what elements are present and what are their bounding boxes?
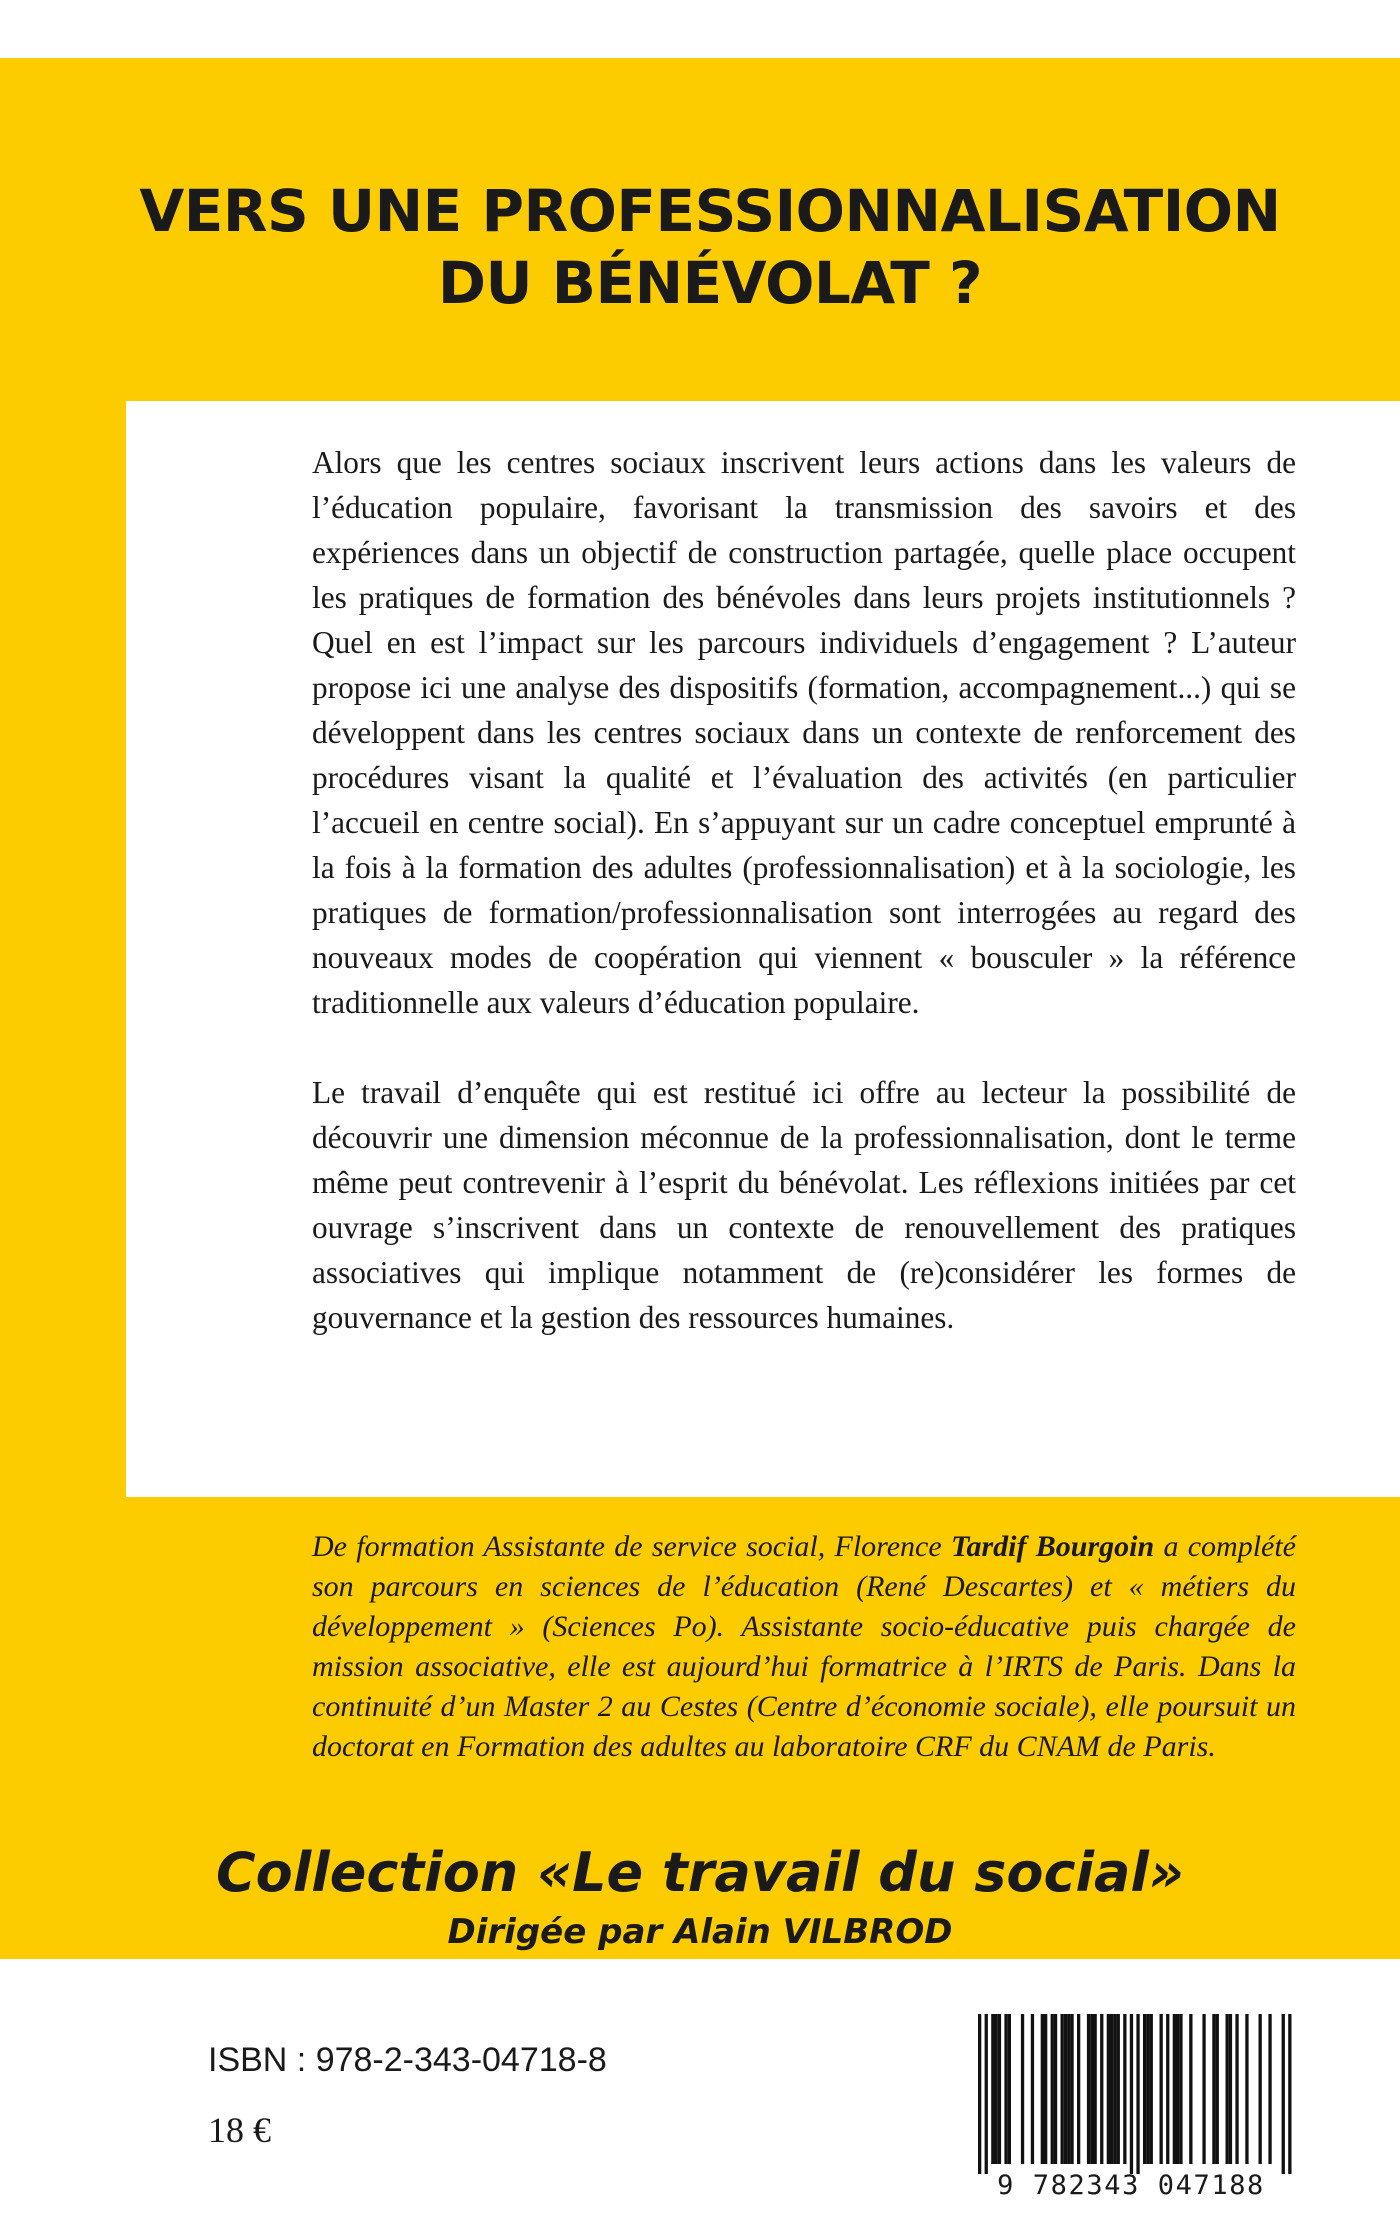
- description-paragraph-1: Alors que les centres sociaux inscrivent leurs actions dans les valeurs de l’éducation populaire, favorisant la transmission des savoirs et des expériences dans un objectif de construction partagée, quelle place occupent les pratiques de formation des bénévoles dans leurs projets institutionnels ? Quel en est l’impact sur les parcours individuels d’engagement ? L’auteur propose ici une analyse des dispositifs (formation, accompagnement...) qui se développent dans les centres sociaux dans un contexte de renforcement des procédures visant la qualité et l’évaluation des activités (en particulier l’accueil en centre social). En s’appuyant sur un cadre conceptuel emprunté à la fois à la formation des adultes (professionnalisation) et à la sociologie, les pratiques de formation/professionnalisation sont interrogées au regard des nouveaux modes de coopération qui viennent « bousculer » la référence traditionnelle aux valeurs d’éducation populaire.: [312, 445, 1296, 1020]
- barcode-bar: [1123, 2014, 1126, 2164]
- bio-text-start: De formation Assistante de service social, Florence: [312, 1530, 951, 1563]
- title-line-2: DU BÉNÉVOLAT ?: [437, 249, 983, 317]
- barcode-bar: [1004, 2014, 1007, 2164]
- bio-text-end: a complété son parcours en sciences de l’éducation (René Descartes) et « métiers du développement » (Sciences Po). Assistante socio-éducative puis chargée de mission associative, elle est aujourd’hui formatrice à l’IRTS de Paris. Dans la continuité d’un Master 2 au Cestes (Centre d’économie sociale), elle poursuit un doctorat en Formation des adultes au laboratoire CRF du CNAM de Paris.: [312, 1530, 1296, 1763]
- barcode-bar: [1044, 2014, 1047, 2164]
- barcode-bar: [1259, 2014, 1262, 2164]
- barcode-bar: [1202, 2014, 1205, 2164]
- barcode-bar: [1245, 2014, 1248, 2164]
- barcode-bar: [1090, 2014, 1093, 2164]
- barcode-bar: [1136, 2014, 1139, 2174]
- barcode-bar: [1113, 2014, 1116, 2164]
- barcode-bars-icon: [968, 2006, 1294, 2176]
- barcode-bar: [998, 2014, 1001, 2164]
- barcode-bar: [1160, 2014, 1163, 2164]
- barcode-bar: [1179, 2014, 1182, 2164]
- barcode-bar: [1041, 2014, 1044, 2164]
- barcode-bar: [1064, 2014, 1067, 2164]
- barcode-bar: [1226, 2014, 1229, 2164]
- isbn-label: ISBN : 978-2-343-04718-8: [208, 2041, 607, 2079]
- barcode-bar: [1070, 2014, 1073, 2164]
- barcode-bar: [1166, 2014, 1169, 2164]
- barcode-bar: [1117, 2014, 1120, 2164]
- barcode-bar: [1212, 2014, 1215, 2164]
- barcode-bar: [1282, 2014, 1285, 2174]
- book-description: [312, 440, 1296, 1340]
- description-paragraph-2: Le travail d’enquête qui est restitué ici offre au lecteur la possibilité de découvrir une dimension méconnue de la professionnalisation, dont le terme même peut contrevenir à l’esprit du bénévolat. Les réflexions initiées par cet ouvrage s’inscrivent dans un contexte de renouvellement des pratiques associatives qui implique notamment de (re)considérer les formes de gouvernance et la gestion des ressources humaines.: [312, 1075, 1296, 1335]
- barcode-bar: [1054, 2014, 1057, 2164]
- barcode-bar: [1173, 2014, 1176, 2164]
- barcode-bar: [1130, 2014, 1133, 2174]
- barcode-bar: [1077, 2014, 1080, 2164]
- barcode-bar: [1288, 2014, 1291, 2174]
- barcode-bar: [1110, 2014, 1113, 2164]
- barcode-bar: [1067, 2014, 1070, 2164]
- barcode-bar: [1150, 2014, 1153, 2164]
- barcode-bar: [1268, 2014, 1271, 2164]
- barcode-bar: [1061, 2014, 1064, 2164]
- barcode: [968, 2006, 1294, 2206]
- left-yellow-stripe: [0, 401, 126, 1497]
- author-name: Tardif Bourgoin: [950, 1530, 1155, 1563]
- barcode-bar: [1216, 2014, 1219, 2164]
- barcode-bar: [1100, 2014, 1103, 2164]
- barcode-bar: [1021, 2014, 1024, 2164]
- barcode-bar: [1008, 2014, 1011, 2164]
- barcode-bar: [1051, 2014, 1054, 2164]
- barcode-bar: [985, 2014, 988, 2174]
- collection-name: Collection «Le travail du social»: [215, 1841, 1185, 1904]
- barcode-bar: [1189, 2014, 1192, 2164]
- barcode-bar: [1087, 2014, 1090, 2164]
- barcode-bar: [1229, 2014, 1232, 2164]
- price-label: 18 €: [208, 2110, 271, 2150]
- collection-director: Dirigée par Alain VILBROD: [447, 1912, 953, 1952]
- title-line-1: VERS UNE PROFESSIONNALISATION: [139, 177, 1281, 245]
- barcode-bar: [1235, 2014, 1238, 2164]
- barcode-bar: [1176, 2014, 1179, 2164]
- barcode-bar: [1107, 2014, 1110, 2164]
- barcode-bar: [1031, 2014, 1034, 2164]
- barcode-bar: [1143, 2014, 1146, 2164]
- barcode-digits: 9 782343 047188: [997, 2170, 1265, 2201]
- author-bio: [312, 1527, 1296, 1767]
- barcode-bar: [1146, 2014, 1149, 2164]
- book-title: [130, 175, 1290, 319]
- barcode-bar: [978, 2014, 981, 2174]
- barcode-bar: [991, 2014, 994, 2164]
- barcode-bar: [1094, 2014, 1097, 2164]
- barcode-bar: [995, 2014, 998, 2164]
